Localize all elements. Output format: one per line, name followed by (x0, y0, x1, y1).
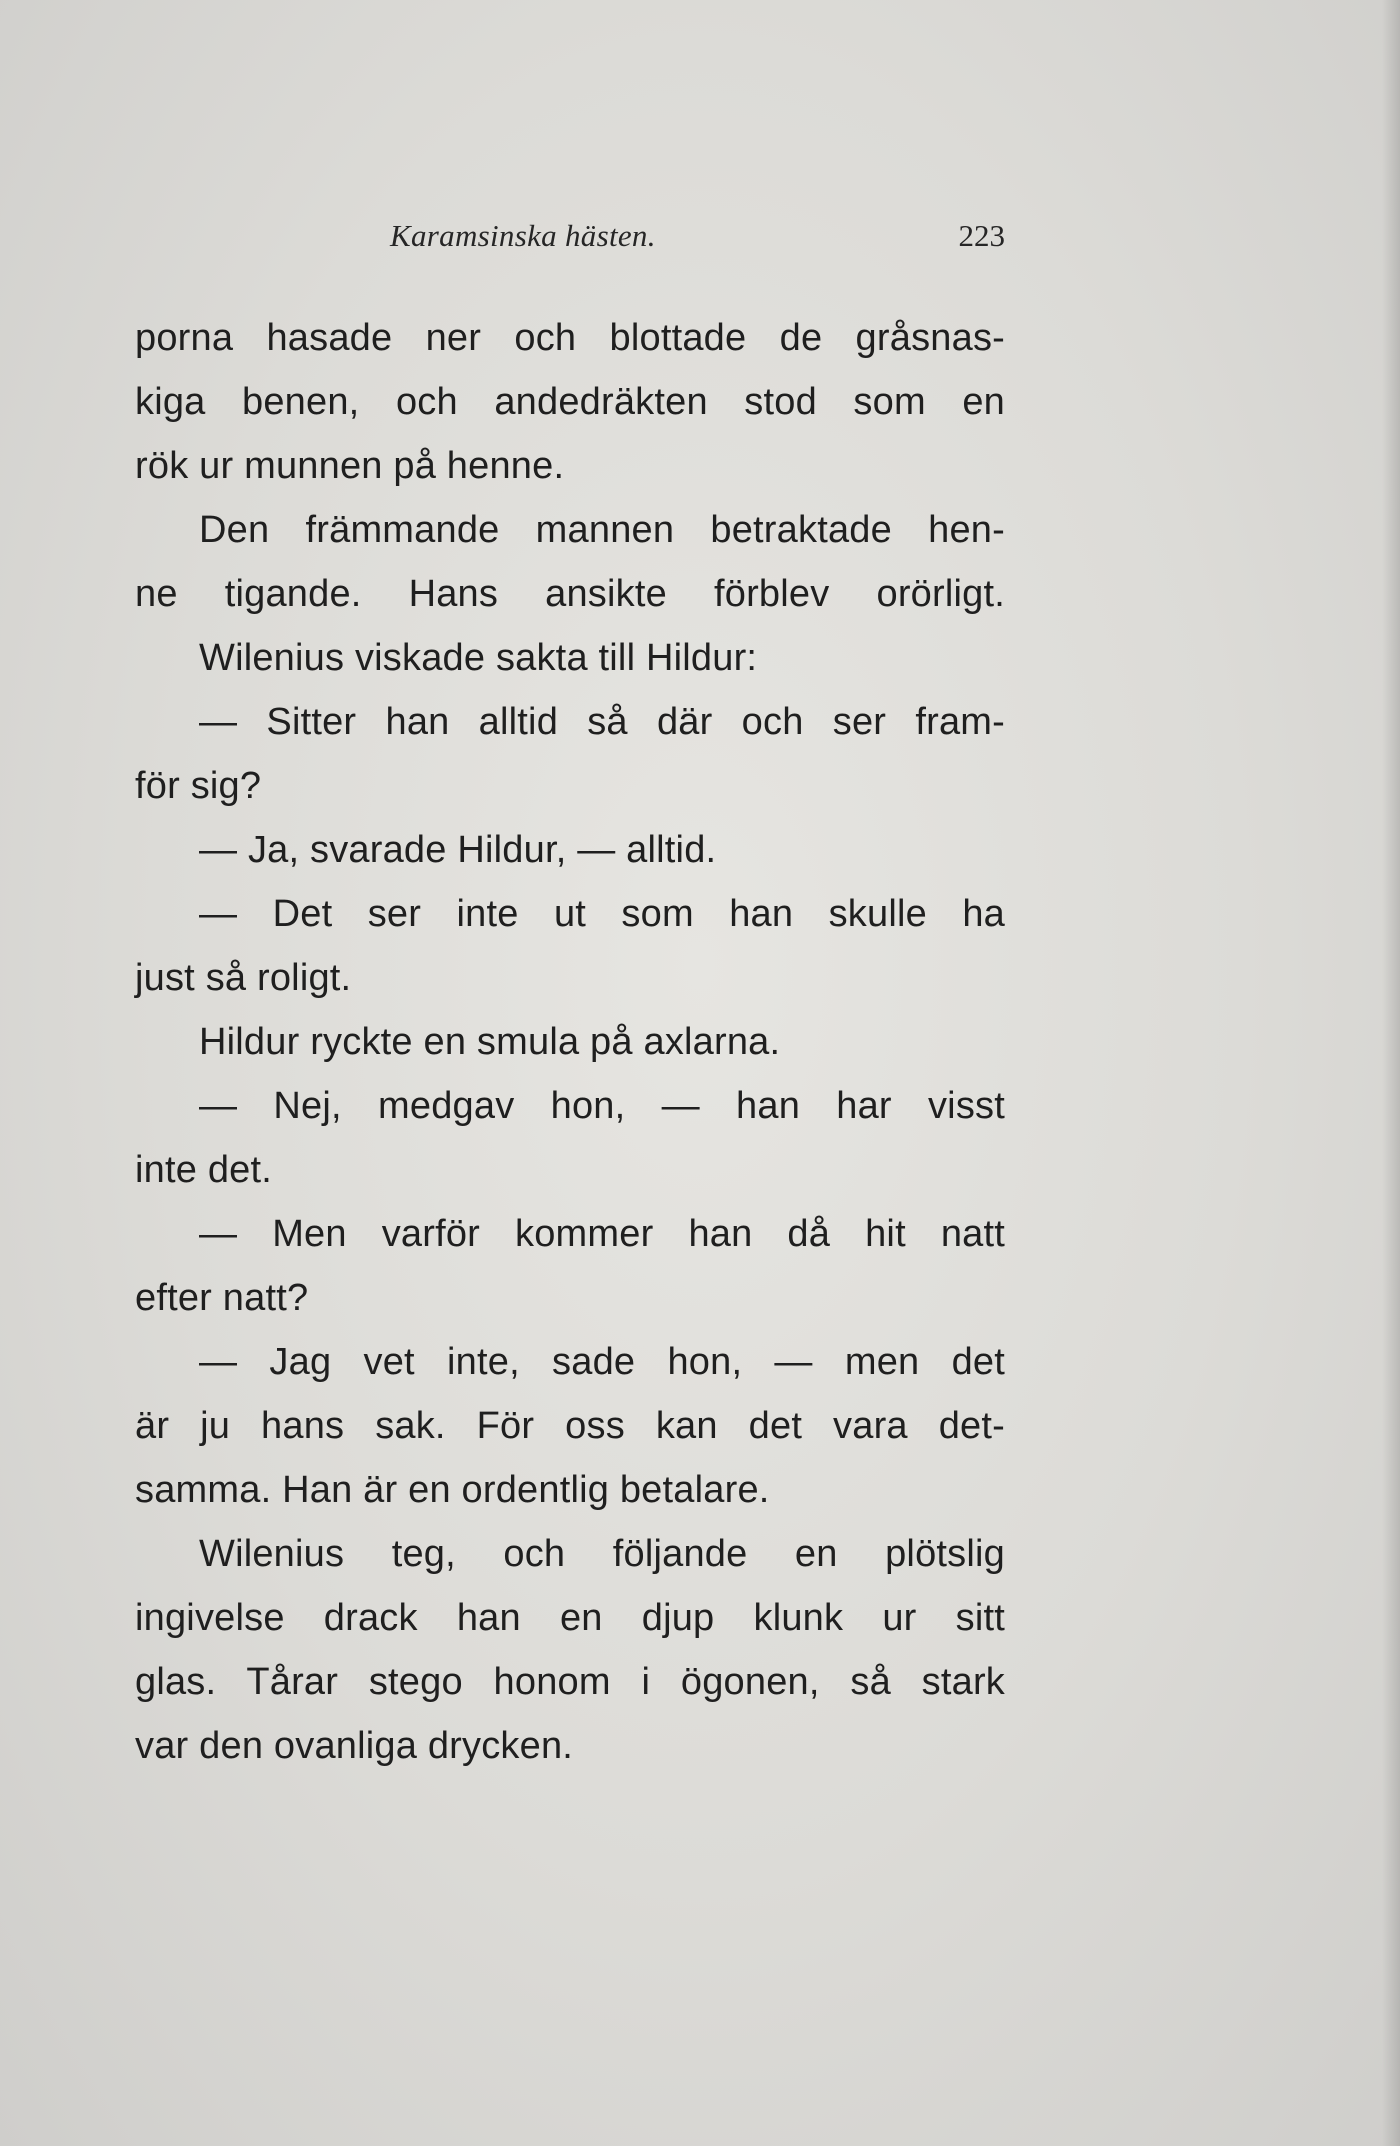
text-line: för sig? (135, 765, 262, 807)
page-header (135, 218, 1005, 258)
text-line: kiga benen, och andedräkten stod som en (135, 381, 1005, 423)
page-edge-shadow (1382, 0, 1400, 2146)
text-line: — Sitter han alltid så där och ser fram- (199, 701, 1005, 743)
text-line: var den ovanliga drycken. (135, 1725, 574, 1767)
text-line: Den främmande mannen betraktade hen- (199, 509, 1005, 551)
text-line: rök ur munnen på henne. (135, 445, 565, 487)
text-line: inte det. (135, 1149, 273, 1191)
text-line: Wilenius teg, och följande en plötslig (199, 1533, 1005, 1575)
text-line: just så roligt. (135, 957, 352, 999)
running-title: Karamsinska hästen. (390, 218, 656, 253)
text-line: — Men varför kommer han då hit natt (199, 1213, 1005, 1255)
text-line: — Jag vet inte, sade hon, — men det (199, 1341, 1005, 1383)
text-line: Wilenius viskade sakta till Hildur: (199, 637, 758, 679)
text-line: — Nej, medgav hon, — han har visst (199, 1085, 1005, 1127)
text-line: samma. Han är en ordentlig betalare. (135, 1469, 770, 1511)
text-line: efter natt? (135, 1277, 309, 1319)
body-text (135, 306, 1005, 1778)
text-line: — Ja, svarade Hildur, — alltid. (199, 829, 717, 871)
text-line: glas. Tårar stego honom i ögonen, så stark (135, 1661, 1005, 1703)
page-number: 223 (958, 218, 1005, 253)
text-line: — Det ser inte ut som han skulle ha (199, 893, 1005, 935)
text-line: Hildur ryckte en smula på axlarna. (199, 1021, 781, 1063)
text-line: ingivelse drack han en djup klunk ur sitt (135, 1597, 1005, 1639)
text-line: porna hasade ner och blottade de gråsnas- (135, 317, 1005, 359)
text-line: är ju hans sak. För oss kan det vara det- (135, 1405, 1005, 1447)
text-line: ne tigande. Hans ansikte förblev orörligt. (135, 573, 1005, 615)
